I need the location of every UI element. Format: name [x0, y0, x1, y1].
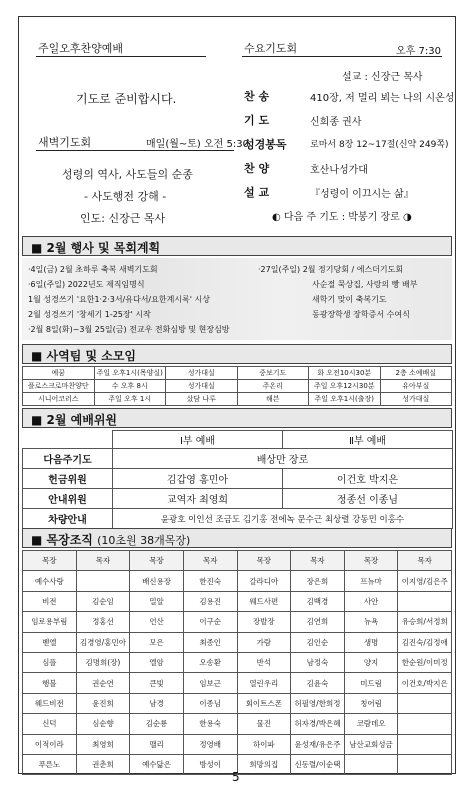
table-cell: 김순룡 — [130, 714, 184, 734]
table-cell: 김명희(장) — [76, 652, 130, 672]
table-cell: 이지영/김은주 — [398, 571, 452, 591]
table-cell: 정영배 — [183, 734, 237, 754]
wed-value-prayer: 신희종 권사 — [310, 117, 362, 128]
table-row — [23, 489, 453, 509]
dawn-line-2: - 사도행전 강해 - — [84, 190, 167, 203]
table-cell: 장발장 — [237, 612, 291, 632]
table-header-cell: 목장 — [23, 551, 77, 571]
table-cell: 임보근 — [183, 673, 237, 693]
committee-value: 김갑영 홍민아 — [113, 469, 283, 489]
table-cell: 해븐 — [237, 393, 309, 406]
table-cell: 김인순 — [291, 632, 345, 652]
committee-table — [22, 430, 453, 529]
table-cell: 심플 — [23, 652, 77, 672]
wednesday-preacher: 설교 : 신장근 목사 — [342, 72, 423, 83]
table-cell: 가람 — [237, 632, 291, 652]
table-row — [23, 734, 452, 754]
event-right-3: 새학기 맞이 축복기도 — [312, 295, 387, 304]
table-row — [23, 612, 452, 632]
table-cell: 성가대실 — [380, 393, 452, 406]
table-cell: 김진숙/김정애 — [398, 632, 452, 652]
ministry-table — [22, 366, 452, 406]
committee-value: 정종선 이종님 — [283, 489, 453, 509]
table-cell: 사안 — [344, 591, 398, 611]
table-cell: 이적이라 — [23, 734, 77, 754]
table-cell: 한용숙 — [183, 714, 237, 734]
page-number: 5 — [232, 770, 240, 784]
table-cell: 주일 오후 1시 — [94, 393, 166, 406]
table-cell: 성가대실 — [166, 380, 238, 393]
committee-col1-header: Ⅰ부 예배 — [113, 431, 283, 449]
table-cell: 김용진 — [183, 591, 237, 611]
wed-label-prayer: 기 도 — [244, 114, 270, 127]
table-cell: 샀담 나루 — [166, 393, 238, 406]
table-cell — [398, 693, 452, 713]
table-cell: 남산교회성금 — [344, 734, 398, 754]
ministry-section-header — [22, 344, 452, 364]
table-cell: 갈라디아 — [237, 571, 291, 591]
dawn-line-3: 인도: 신장근 목사 — [80, 212, 166, 225]
wed-label-sermon: 설 교 — [244, 186, 270, 199]
table-cell: 웨드비전 — [23, 693, 77, 713]
table-row — [23, 431, 453, 449]
table-cell: 예수닮은 — [130, 754, 184, 774]
table-row — [23, 367, 452, 380]
wed-label-anthem: 찬 양 — [244, 162, 270, 175]
table-header-cell: 목자 — [291, 551, 345, 571]
table-cell: 김윤숙 — [291, 673, 345, 693]
events-title: ■ 2월 행사 및 목회계획 — [31, 241, 161, 255]
event-right-2: 사순절 묵상집, 사랑의 빵 배부 — [312, 280, 418, 289]
table-row — [23, 714, 452, 734]
table-cell: 배신용장 — [130, 571, 184, 591]
table-cell: 예수사랑 — [23, 571, 77, 591]
table-cell: 이건호/박지은 — [398, 673, 452, 693]
committee-label: 헌금위원 — [23, 469, 113, 489]
table-cell: 맬리 — [130, 734, 184, 754]
table-cell: 칭어림 — [344, 693, 398, 713]
table-row — [23, 591, 452, 611]
committee-value: 교역자 최영희 — [113, 489, 283, 509]
table-cell: 신동렬/이순택 — [291, 754, 345, 774]
table-cell: 성가대실 — [166, 367, 238, 380]
table-row — [23, 652, 452, 672]
table-cell: 뉴욕 — [344, 612, 398, 632]
table-cell: 벧엘 — [23, 632, 77, 652]
table-row — [23, 693, 452, 713]
table-cell: 남정숙 — [291, 652, 345, 672]
table-cell: 주온리 — [237, 380, 309, 393]
table-header-cell: 목장 — [344, 551, 398, 571]
table-cell: 푸른노 — [23, 754, 77, 774]
table-cell: 행블 — [23, 673, 77, 693]
table-row — [23, 509, 453, 529]
table-cell: 오송환 — [183, 652, 237, 672]
table-cell: 엘암 — [130, 652, 184, 672]
table-cell: 중보기도 — [237, 367, 309, 380]
table-cell: 심순향 — [76, 714, 130, 734]
committee-value: 윤광호 이인선 조금도 김기홍 전에녹 문수근 최상렬 강동민 이홍수 — [113, 509, 453, 529]
table-cell: 큰빛 — [130, 673, 184, 693]
event-left-3: 1월 성경쓰기 '요한1·2·3서/유다서/요한계시록' 시상 — [28, 295, 210, 304]
event-left-5: ·2월 8일(화)~3월 25일(금) 전교우 전화심방 및 현장심방 — [28, 325, 230, 334]
table-row — [23, 393, 452, 406]
table-cell: 언산 — [130, 612, 184, 632]
table-cell — [398, 714, 452, 734]
wed-value-anthem: 호산나성가대 — [310, 165, 368, 176]
sunday-pm-message: 기도로 준비합시다. — [76, 92, 177, 106]
table-cell — [398, 754, 452, 774]
table-cell: 김백경 — [291, 591, 345, 611]
table-header-cell: 목자 — [76, 551, 130, 571]
event-right-4: 동광장학생 장학증서 수여식 — [312, 310, 410, 319]
table-cell: 이구순 — [183, 612, 237, 632]
committee-col2-header: Ⅱ부 예배 — [283, 431, 453, 449]
table-cell: 김경영/홍민아 — [76, 632, 130, 652]
table-cell: 시니어코러스 — [23, 393, 95, 406]
table-cell: 화 오전10시30분 — [309, 367, 381, 380]
table-cell: 모은 — [130, 632, 184, 652]
zones-title: ■ 목장조직 (10초원 38개목장) — [31, 533, 191, 547]
divider — [242, 56, 442, 57]
committee-label: 안내위원 — [23, 489, 113, 509]
table-cell: 권순연 — [76, 673, 130, 693]
dawn-line-1: 성령의 역사, 사도들의 순종 — [62, 168, 193, 181]
table-cell: 허필영/한희정 — [291, 693, 345, 713]
committee-value: 배상만 장로 — [113, 449, 453, 469]
sunday-pm-title: 주일오후찬양예배 — [38, 42, 124, 55]
zones-table — [22, 550, 452, 775]
wed-label-scripture: 성경봉독 — [244, 138, 287, 151]
event-left-2: ·6일(주일) 2022년도 제직임명식 — [28, 280, 145, 289]
table-cell: 유승희/서정희 — [398, 612, 452, 632]
table-row — [23, 469, 453, 489]
table-cell: 비전 — [23, 591, 77, 611]
table-row — [23, 449, 453, 469]
wednesday-time: 오후 7:30 — [396, 46, 441, 57]
table-row — [23, 571, 452, 591]
wed-value-sermon: 『성령이 이끄시는 삶』 — [310, 189, 414, 200]
table-cell: 수 오후 8시 — [94, 380, 166, 393]
table-row — [23, 380, 452, 393]
table-cell: 한진숙 — [183, 571, 237, 591]
table-cell: 웨드사편 — [237, 591, 291, 611]
table-header-cell: 목장 — [130, 551, 184, 571]
table-header-cell: 목자 — [398, 551, 452, 571]
table-cell — [344, 754, 398, 774]
table-header-cell: 목자 — [183, 551, 237, 571]
table-cell: 양지 — [344, 652, 398, 672]
table-cell: 희망의집 — [237, 754, 291, 774]
table-row — [23, 673, 452, 693]
table-cell: 하이파 — [237, 734, 291, 754]
table-header-cell: 목장 — [237, 551, 291, 571]
table-cell — [76, 571, 130, 591]
table-cell: 물진 — [237, 714, 291, 734]
table-cell: 김순임 — [76, 591, 130, 611]
table-cell: 김연희 — [291, 612, 345, 632]
table-cell: 유아부실 — [380, 380, 452, 393]
divider — [36, 56, 206, 57]
table-cell: 윤진희 — [76, 693, 130, 713]
zones-section-header — [22, 528, 452, 548]
wed-value-scripture: 로마서 8장 12~17절(신약 249쪽) — [310, 140, 449, 150]
table-header-row — [23, 551, 452, 571]
table-cell: 임로용부림 — [23, 612, 77, 632]
table-cell: 2층 소예배실 — [380, 367, 452, 380]
divider — [36, 150, 234, 151]
table-cell — [398, 734, 452, 754]
table-cell: 신덕 — [23, 714, 77, 734]
table-cell: 윤성재/유은주 — [291, 734, 345, 754]
table-cell: 주일 오후12시30분 — [309, 380, 381, 393]
table-cell: 밀알 — [130, 591, 184, 611]
ministry-title: ■ 사역팀 및 소모임 — [31, 349, 137, 363]
table-cell: 플로스크로마찬양단 — [23, 380, 95, 393]
table-cell — [398, 591, 452, 611]
table-cell: 미드림 — [344, 673, 398, 693]
committee-label: 차량안내 — [23, 509, 113, 529]
dawn-schedule: 매일(월~토) 오전 5:30 — [146, 139, 249, 150]
committee-value: 이건호 박지은 — [283, 469, 453, 489]
table-cell: 허자경/박은혜 — [291, 714, 345, 734]
table-cell: 권춘희 — [76, 754, 130, 774]
table-cell: 주일 오후1시(출장) — [309, 393, 381, 406]
table-cell: 장은희 — [291, 571, 345, 591]
table-cell: 예꿈 — [23, 367, 95, 380]
table-cell: 한순원/이미정 — [398, 652, 452, 672]
wed-value-hymn: 410장, 저 멀리 뵈는 나의 시온성 — [310, 93, 455, 104]
table-cell: 생명 — [344, 632, 398, 652]
table-cell: 열린우리 — [237, 673, 291, 693]
committee-title: ■ 2월 예배위원 — [31, 413, 118, 427]
event-left-4: 2월 성경쓰기 '창세기 1-25장' 시작 — [28, 310, 151, 319]
table-cell: 최종인 — [183, 632, 237, 652]
event-left-1: ·4일(금) 2월 초하루 축복 새벽기도회 — [28, 265, 158, 274]
events-section-header — [22, 236, 452, 256]
table-cell: 주일 오후1시(목양실) — [94, 367, 166, 380]
table-cell: 프뉴마 — [344, 571, 398, 591]
table-cell: 반석 — [237, 652, 291, 672]
table-cell — [23, 431, 113, 449]
wed-next-prayer: ◐ 다음 주 기도 : 박봉기 장로 ◑ — [272, 212, 412, 223]
table-cell: 정홍선 — [76, 612, 130, 632]
table-cell: 남경 — [130, 693, 184, 713]
table-cell: 이종님 — [183, 693, 237, 713]
table-row — [23, 632, 452, 652]
wednesday-title: 수요기도회 — [244, 42, 298, 55]
event-right-1: ·27일(주일) 2월 정기당회 / 에스더기도회 — [258, 265, 404, 274]
table-cell: 회이트스폰 — [237, 693, 291, 713]
dawn-title: 새벽기도회 — [38, 136, 92, 149]
committee-label: 다음주기도 — [23, 449, 113, 469]
committee-section-header — [22, 408, 452, 428]
table-cell: 최영희 — [76, 734, 130, 754]
table-cell: 코람데오 — [344, 714, 398, 734]
wed-label-hymn: 찬 송 — [244, 90, 270, 103]
table-cell: 방성이 — [183, 754, 237, 774]
